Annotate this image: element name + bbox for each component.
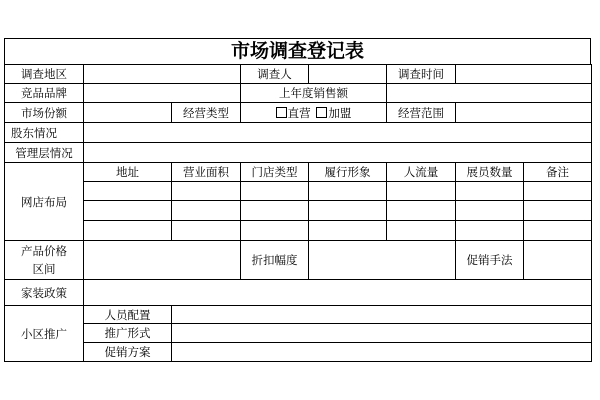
cell[interactable]: [172, 182, 241, 201]
header-store-type: 门店类型: [241, 163, 309, 182]
label-competitor-brand: 竞品品牌: [5, 84, 84, 103]
cell[interactable]: [172, 221, 241, 241]
label-surveyor: 调查人: [241, 65, 309, 84]
value-survey-time[interactable]: [456, 65, 592, 84]
header-traffic: 人流量: [387, 163, 456, 182]
header-remarks: 备注: [524, 163, 592, 182]
cell[interactable]: [172, 201, 241, 221]
label-market-share: 市场份额: [5, 103, 84, 123]
value-surveyor[interactable]: [309, 65, 387, 84]
label-discount: 折扣幅度: [241, 241, 309, 280]
value-last-year-sales[interactable]: [387, 84, 592, 103]
cell[interactable]: [84, 182, 172, 201]
value-shareholders[interactable]: [84, 123, 592, 143]
form-title: 市场调查登记表: [230, 40, 364, 62]
label-promotion-method: 促销手法: [456, 241, 524, 280]
header-address: 地址: [84, 163, 172, 182]
value-promo-form[interactable]: [172, 324, 592, 343]
value-promotion-method[interactable]: [524, 241, 592, 280]
label-community-promo: 小区推广: [5, 306, 84, 362]
cell[interactable]: [387, 182, 456, 201]
cell[interactable]: [309, 201, 387, 221]
value-market-share[interactable]: [84, 103, 172, 123]
value-management[interactable]: [84, 143, 592, 163]
row-shareholders: [5, 123, 592, 143]
row-promo-plan: [5, 343, 592, 362]
layout-row-2: [5, 201, 592, 221]
row-price-range: [5, 241, 592, 280]
cell[interactable]: [524, 221, 592, 241]
checkbox-direct[interactable]: [276, 107, 287, 118]
cell[interactable]: [387, 221, 456, 241]
label-survey-area: 调查地区: [5, 65, 84, 84]
value-home-policy[interactable]: [84, 280, 592, 306]
label-home-policy: 家装政策: [5, 280, 84, 306]
business-type-options: [241, 103, 387, 123]
row-competitor-brand: [5, 84, 592, 103]
checkbox-franchise[interactable]: [316, 107, 327, 118]
label-management: 管理层情况: [5, 143, 84, 163]
cell[interactable]: [387, 201, 456, 221]
value-staffing[interactable]: [172, 306, 592, 324]
row-staffing: [5, 306, 592, 324]
label-store-layout: 网店布局: [5, 163, 84, 241]
value-discount[interactable]: [309, 241, 456, 280]
cell[interactable]: [241, 221, 309, 241]
cell[interactable]: [309, 221, 387, 241]
survey-table: [4, 64, 592, 362]
label-franchise: 加盟: [328, 105, 352, 120]
label-business-scope: 经营范围: [387, 103, 456, 123]
label-price-range: [5, 241, 84, 280]
cell[interactable]: [84, 221, 172, 241]
layout-row-3: [5, 221, 592, 241]
value-competitor-brand[interactable]: [84, 84, 241, 103]
label-shareholders: 股东情况: [5, 123, 84, 143]
cell[interactable]: [309, 182, 387, 201]
layout-row-1: [5, 182, 592, 201]
label-price-range-line2: 区间: [32, 262, 56, 276]
row-management: [5, 143, 592, 163]
label-business-type: 经营类型: [172, 103, 241, 123]
cell[interactable]: [456, 221, 524, 241]
header-image: 履行形象: [309, 163, 387, 182]
row-market-share: [5, 103, 592, 123]
row-layout-header: [5, 163, 592, 182]
cell[interactable]: [456, 182, 524, 201]
cell[interactable]: [241, 182, 309, 201]
row-promo-form: [5, 324, 592, 343]
label-direct: 直营: [287, 105, 311, 120]
cell[interactable]: [524, 182, 592, 201]
label-price-range-line1: 产品价格: [21, 244, 67, 258]
value-price-range[interactable]: [84, 241, 241, 280]
value-promo-plan[interactable]: [172, 343, 592, 362]
label-survey-time: 调查时间: [387, 65, 456, 84]
value-survey-area[interactable]: [84, 65, 241, 84]
cell[interactable]: [524, 201, 592, 221]
cell[interactable]: [456, 201, 524, 221]
cell[interactable]: [84, 201, 172, 221]
label-promo-plan: 促销方案: [84, 343, 172, 362]
cell[interactable]: [241, 201, 309, 221]
header-staff-count: 展员数量: [456, 163, 524, 182]
label-staffing: 人员配置: [84, 306, 172, 324]
label-last-year-sales: 上年度销售额: [241, 84, 387, 103]
header-area: 营业面积: [172, 163, 241, 182]
label-promo-form: 推广形式: [84, 324, 172, 343]
row-survey-area: [5, 65, 592, 84]
value-business-scope[interactable]: [456, 103, 592, 123]
row-home-policy: [5, 280, 592, 306]
